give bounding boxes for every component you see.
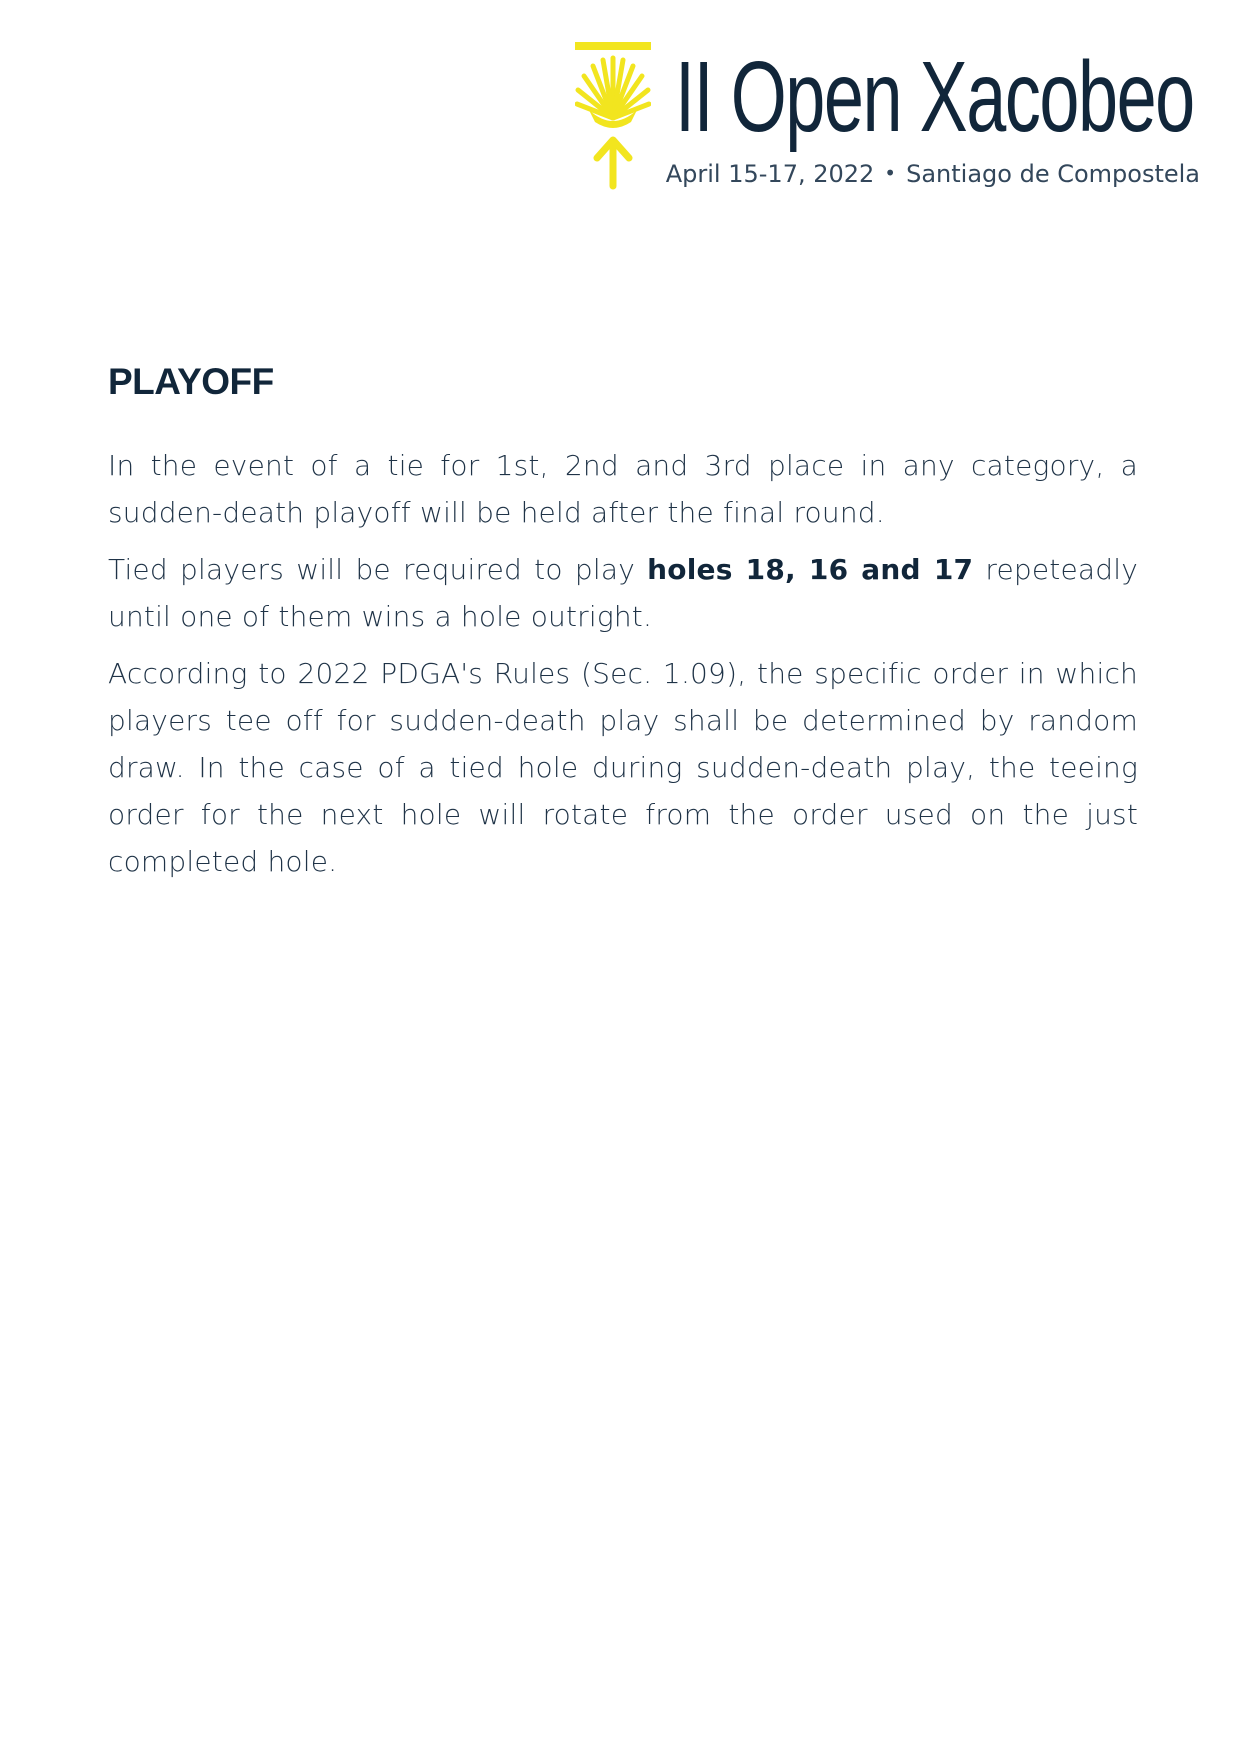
event-location: Santiago de Compostela bbox=[906, 160, 1200, 188]
event-meta bbox=[666, 158, 1200, 189]
paragraph-holes-end: repeteadly until one of them wins a hole outright. bbox=[108, 553, 1138, 633]
event-header bbox=[575, 40, 1200, 200]
event-title: II Open Xacobeo bbox=[675, 41, 1194, 153]
holes-emphasis: holes 18, 16 and 17 bbox=[647, 553, 974, 586]
event-dates: April 15-17, 2022 bbox=[665, 160, 875, 188]
paragraph-holes-start: Tied players will be required to play bbox=[108, 553, 648, 586]
paragraph-holes bbox=[108, 546, 1138, 640]
paragraph-tie-rule: In the event of a tie for 1st, 2nd and 3rd place in any category, a sudden-death playoff will be held after the final round. bbox=[108, 449, 1138, 529]
separator-dot: • bbox=[884, 161, 897, 185]
section-title: PLAYOFF bbox=[108, 361, 274, 402]
playoff-section bbox=[108, 360, 1138, 895]
paragraph-pdga-rules: According to 2022 PDGA's Rules (Sec. 1.09), the specific order in which players tee off for sudden-death play shall be determined by random draw. In the case of a tied hole during sudden-death play, the teeing order for the next hole will rotate from the order used on the just completed hole. bbox=[108, 657, 1138, 878]
scallop-shell-arrow-icon bbox=[575, 40, 651, 190]
